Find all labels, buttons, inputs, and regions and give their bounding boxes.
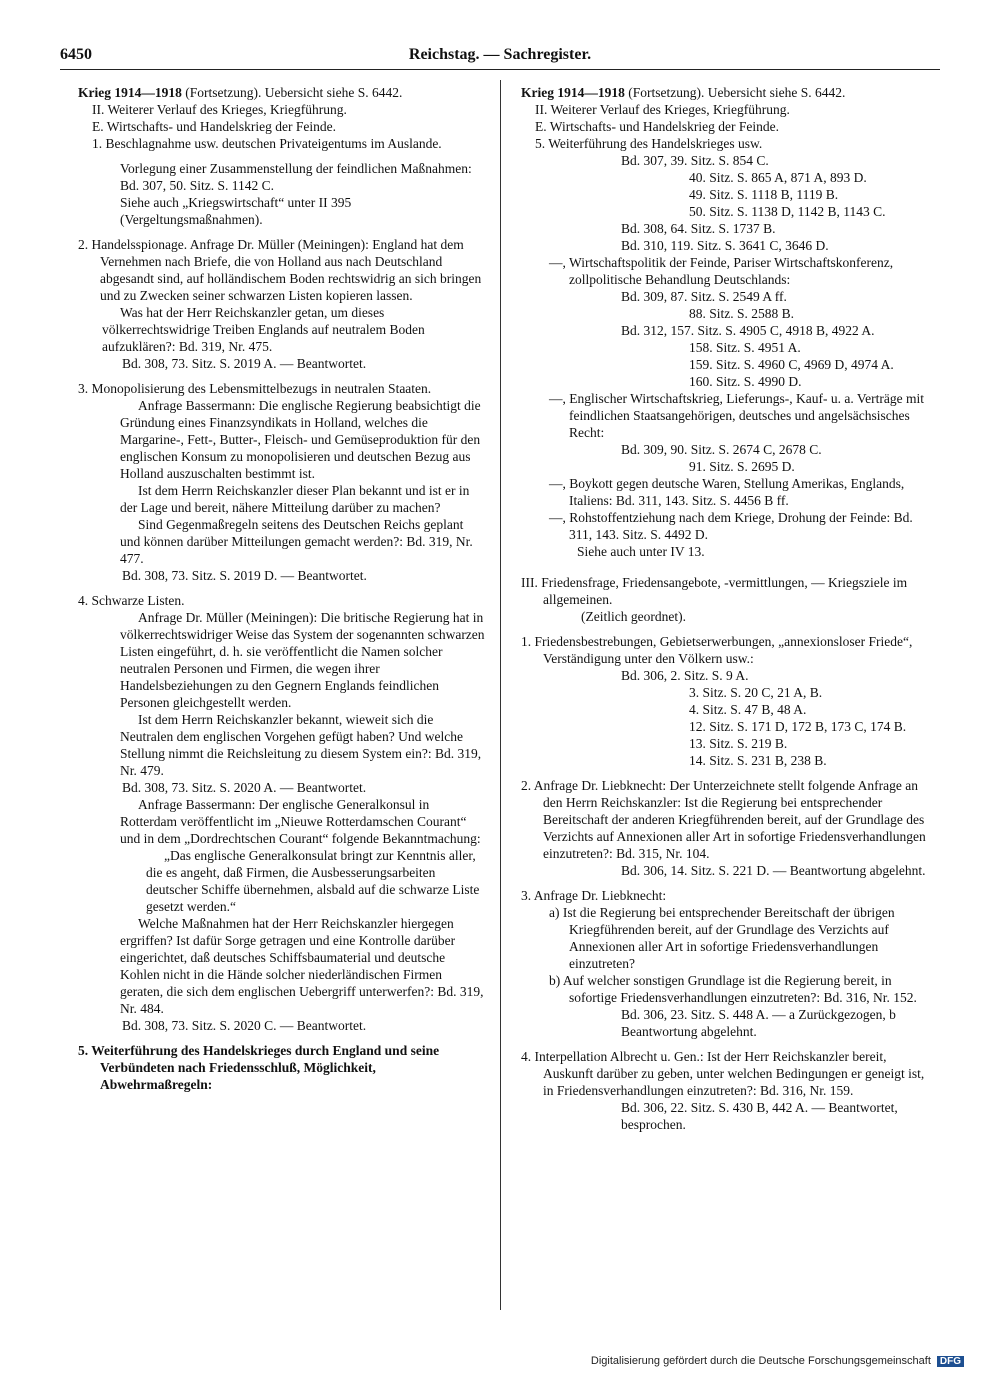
paragraph: Ist dem Herrn Reichskanzler dieser Plan bekannt und ist er in der Lage und bereit, nähere Mitteilung darüber zu machen? [120, 483, 470, 515]
page-number: 6450 [60, 46, 92, 63]
paragraph: Anfrage Dr. Müller (Meiningen): Die britische Regierung hat in völkerrechtswidriger Weise das System der sogenannten schwarzen Listen eingeführt, d. h. sie veröffentlicht die Namen solcher neutralen Personen und Firmen, die wegen ihrer Handelsbeziehungen zu den Gegnern Englands feindlichen Personen gleichgestellt werden. [120, 610, 485, 710]
item-4: 4. Interpellation Albrecht u. Gen.: Ist der Herr Reichskanzler bereit, Auskunft darüber zu geben, unter welchen Bedingungen er geneigt ist, in Friedensverhandlungen einzutreten?: Bd. 316, Nr. 159. [521, 1049, 925, 1098]
entry-heading: Krieg 1914—1918 (Fortsetzung). Uebersicht siehe S. 6442. [521, 85, 846, 100]
subentry: —, Englischer Wirtschaftskrieg, Lieferungs-, Kauf- u. a. Verträge mit feindlichen Staatsangehörigen, deutsches und angelsächsisches Recht: [549, 391, 924, 440]
reference: 14. Sitz. S. 231 B, 238 B. [689, 753, 827, 768]
item-3: 3. Anfrage Dr. Liebknecht: [521, 888, 667, 903]
paragraph: Vorlegung einer Zusammenstellung der feindlichen Maßnahmen: Bd. 307, 50. Sitz. S. 1142 C. [120, 161, 472, 193]
section-iii-heading: III. Friedensfrage, Friedensangebote, -vermittlungen, — Kriegsziele im allgemeinen. [521, 575, 908, 607]
header-rule [60, 69, 940, 70]
paragraph: Siehe auch „Kriegswirtschaft“ unter II 395 (Vergeltungsmaßnahmen). [120, 195, 352, 227]
reference: Bd. 306, 2. Sitz. S. 9 A. [621, 668, 749, 683]
digitization-credit: Digitalisierung gefördert durch die Deutsche Forschungsgemeinschaft DFG [591, 1355, 964, 1367]
paragraph: Anfrage Bassermann: Der englische Generalkonsul in Rotterdam veröffentlicht im „Nieuwe Rotterdamschen Courant“ und in dem „Dordrechtschen Courant“ folgende Bekanntmachung: [120, 797, 481, 846]
quotation: „Das englische Generalkonsulat bringt zur Kenntnis aller, die es angeht, daß Firmen, die Ausbesserungsarbeiten deutscher Schiffe übernehmen, alsbald auf die schwarze Liste gesetzt werden.“ [146, 848, 480, 914]
cross-reference: Siehe auch unter IV 13. [577, 544, 705, 559]
reference: Bd. 308, 73. Sitz. S. 2019 A. — Beantwortet. [122, 356, 367, 371]
left-column [78, 84, 485, 1093]
reference: Bd. 307, 39. Sitz. S. 854 C. [621, 153, 769, 168]
dfg-logo: DFG [937, 1356, 964, 1367]
paragraph: Sind Gegenmaßregeln seitens des Deutschen Reichs geplant und können darüber Mitteilungen gemacht werden?: Bd. 319, Nr. 477. [120, 517, 473, 566]
section-iii-note: (Zeitlich geordnet). [581, 609, 686, 624]
subentry: —, Wirtschaftspolitik der Feinde, Pariser Wirtschaftskonferenz, zollpolitische Behandlung Deutschlands: [549, 255, 894, 287]
reference: Bd. 308, 73. Sitz. S. 2020 A. — Beantwortet. [122, 780, 367, 795]
reference: 159. Sitz. S. 4960 C, 4969 D, 4974 A. [689, 357, 894, 372]
reference: Bd. 309, 87. Sitz. S. 2549 A ff. [621, 289, 787, 304]
reference: 3. Sitz. S. 20 C, 21 A, B. [689, 685, 823, 700]
reference: 12. Sitz. S. 171 D, 172 B, 173 C, 174 B. [689, 719, 907, 734]
subsection-heading: E. Wirtschafts- und Handelskrieg der Feinde. [92, 119, 337, 134]
reference: 50. Sitz. S. 1138 D, 1142 B, 1143 C. [689, 204, 886, 219]
reference: Bd. 312, 157. Sitz. S. 4905 C, 4918 B, 4922 A. [621, 323, 875, 338]
item-5: 5. Weiterführung des Handelskrieges durch England und seine Verbündeten nach Friedensschluß, Möglichkeit, Abwehrmaßregeln: [78, 1043, 440, 1092]
reference: Bd. 306, 22. Sitz. S. 430 B, 442 A. — Beantwortet, besprochen. [621, 1100, 898, 1132]
subentry: —, Boykott gegen deutsche Waren, Stellung Amerikas, Englands, Italiens: Bd. 311, 143. Sitz. S. 4456 B ff. [549, 476, 905, 508]
item-heading: 1. Beschlagnahme usw. deutschen Privateigentums im Auslande. [92, 136, 442, 151]
column-divider [500, 80, 501, 1310]
item-heading: 5. Weiterführung des Handelskrieges usw. [535, 136, 763, 151]
reference: 40. Sitz. S. 865 A, 871 A, 893 D. [689, 170, 867, 185]
subsection-heading: E. Wirtschafts- und Handelskrieg der Feinde. [535, 119, 780, 134]
reference: 13. Sitz. S. 219 B. [689, 736, 788, 751]
reference: 4. Sitz. S. 47 B, 48 A. [689, 702, 807, 717]
right-column [521, 84, 928, 1133]
paragraph: Anfrage Bassermann: Die englische Regierung beabsichtigt die Gründung eines Finanzsyndikats in Holland, welches die Margarine-, Fett-, Butter-, Fleisch- und Gemüseproduktion für den englischen Konsum zu monopolisieren und deutschen Bezug aus Holland auszuschalten bestimmt ist. [120, 398, 481, 481]
reference: 160. Sitz. S. 4990 D. [689, 374, 802, 389]
item-2: 2. Anfrage Dr. Liebknecht: Der Unterzeichnete stellt folgende Anfrage an den Herrn Reichskanzler: Ist die Regierung bei entsprechender Bereitschaft der anderen Kriegführenden bereit, auf der Grundlage des Verzichts auf Annexionen aller Art in sofortige Friedensverhandlungen einzutreten?: Bd. 315, Nr. 104. [521, 778, 926, 861]
paragraph: Ist dem Herrn Reichskanzler bekannt, wieweit sich die Neutralen dem englischen Vorgehen gefügt haben? Und welche Stellung nimmt die Reichsleitung zu diesem System ein?: Bd. 319, Nr. 479. [120, 712, 482, 778]
running-title: Reichstag. — Sachregister. [408, 46, 592, 63]
reference: 88. Sitz. S. 2588 B. [689, 306, 795, 321]
section-heading: II. Weiterer Verlauf des Krieges, Kriegführung. [535, 102, 790, 117]
item-2: 2. Handelsspionage. Anfrage Dr. Müller (Meiningen): England hat dem Vernehmen nach Briefe, die von Holland aus nach Deutschland abgesandt sind, auf holländischem Boden rechtswidrig an sich bringen und zu Zwecken seiner schwarzen Listen kopieren lassen. [78, 237, 482, 303]
reference: Bd. 306, 14. Sitz. S. 221 D. — Beantwortung abgelehnt. [621, 863, 926, 878]
reference: Bd. 306, 23. Sitz. S. 448 A. — a Zurückgezogen, b Beantwortung abgelehnt. [621, 1007, 896, 1039]
item-3a: a) Ist die Regierung bei entsprechender Bereitschaft der übrigen Kriegführenden bereit, auf der Grundlage des Verzichts auf Annexionen aller Art in sofortige Friedensverhandlungen einzutreten? [549, 905, 895, 971]
item-3b: b) Auf welcher sonstigen Grundlage ist die Regierung bereit, in sofortige Friedensverhandlungen einzutreten?: Bd. 316, Nr. 152. [549, 973, 917, 1005]
reference: Bd. 309, 90. Sitz. S. 2674 C, 2678 C. [621, 442, 822, 457]
item-1: 1. Friedensbestrebungen, Gebietserwerbungen, „annexionsloser Friede“, Verständigung unter den Völkern usw.: [521, 634, 913, 666]
subentry: —, Rohstoffentziehung nach dem Kriege, Drohung der Feinde: Bd. 311, 143. Sitz. S. 4492 D. [549, 510, 913, 542]
page-header [60, 42, 940, 72]
reference: 158. Sitz. S. 4951 A. [689, 340, 801, 355]
section-heading: II. Weiterer Verlauf des Krieges, Kriegführung. [92, 102, 347, 117]
reference: 49. Sitz. S. 1118 B, 1119 B. [689, 187, 839, 202]
paragraph: Was hat der Herr Reichskanzler getan, um dieses völkerrechtswidrige Treiben Englands auf neutralem Boden aufzuklären?: Bd. 319, Nr. 475. [102, 305, 425, 354]
reference: Bd. 310, 119. Sitz. S. 3641 C, 3646 D. [621, 238, 829, 253]
reference: 91. Sitz. S. 2695 D. [689, 459, 795, 474]
reference: Bd. 308, 73. Sitz. S. 2020 C. — Beantwortet. [122, 1018, 367, 1033]
item-4: 4. Schwarze Listen. [78, 593, 185, 608]
item-3: 3. Monopolisierung des Lebensmittelbezugs in neutralen Staaten. [78, 381, 432, 396]
paragraph: Welche Maßnahmen hat der Herr Reichskanzler hiergegen ergriffen? Ist dafür Sorge getragen und eine Kontrolle darüber eingerichtet, daß deutsches Schiffsbaumaterial und deutsche Kohlen nicht in die Hände solcher niederländischen Firmen geraten, die sich dem englischen Uebergriff unterwerfen?: Bd. 319, Nr. 484. [120, 916, 484, 1016]
entry-heading: Krieg 1914—1918 (Fortsetzung). Uebersicht siehe S. 6442. [78, 85, 403, 100]
reference: Bd. 308, 64. Sitz. S. 1737 B. [621, 221, 776, 236]
reference: Bd. 308, 73. Sitz. S. 2019 D. — Beantwortet. [122, 568, 367, 583]
